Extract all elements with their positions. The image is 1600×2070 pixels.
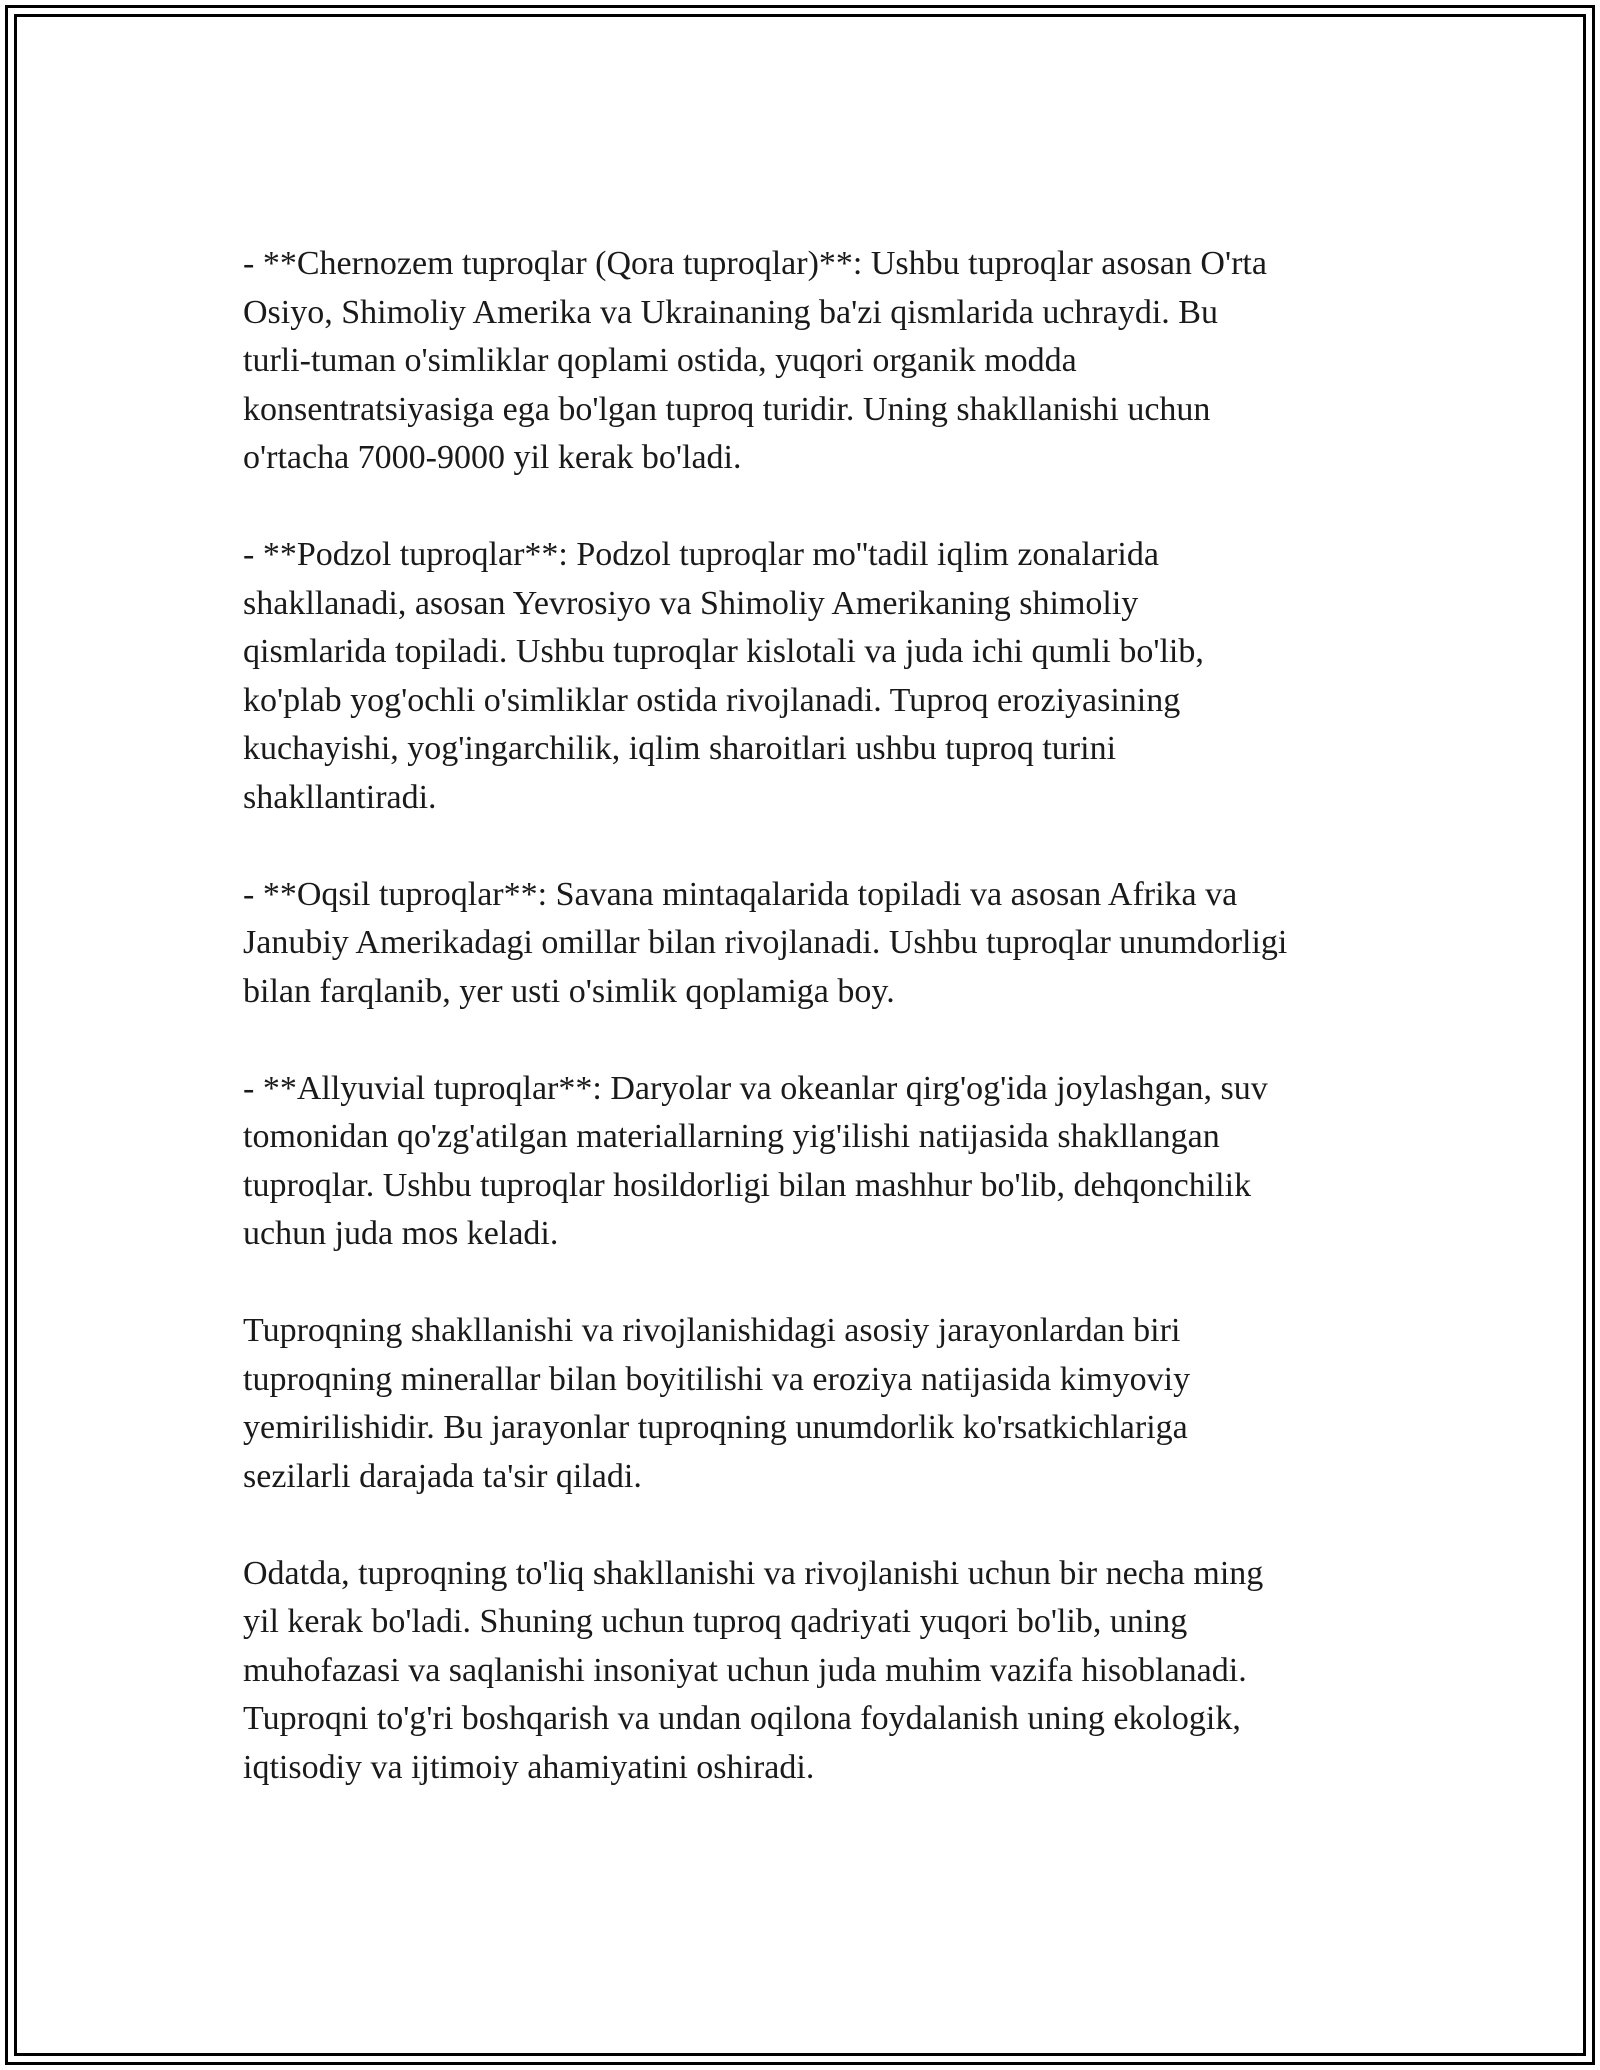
text-line: - **Chernozem tuproqlar (Qora tuproqlar)**: Ushbu tuproqlar asosan O'rta [243, 245, 1267, 282]
text-line: Janubiy Amerikadagi omillar bilan rivojlanadi. Ushbu tuproqlar unumdorligi [243, 924, 1288, 961]
text-line: o'rtacha 7000-9000 yil kerak bo'ladi. [243, 439, 742, 476]
document-body [243, 240, 1398, 1792]
text-line: iqtisodiy va ijtimoiy ahamiyatini oshiradi. [243, 1748, 815, 1786]
text-line: Osiyo, Shimoliy Amerika va Ukrainaning ba'zi qismlarida uchraydi. Bu [243, 293, 1218, 331]
paragraph-podzol [243, 531, 1398, 822]
text-line: kuchayishi, yog'ingarchilik, iqlim sharoitlari ushbu tuproq turini [243, 730, 1117, 767]
text-line: qismlarida topiladi. Ushbu tuproqlar kislotali va juda ichi qumli bo'lib, [243, 633, 1204, 670]
text-line: turli-tuman o'simliklar qoplami ostida, yuqori organik modda [243, 342, 1077, 379]
text-line: yemirilishidir. Bu jarayonlar tuproqning unumdorlik ko'rsatkichlariga [243, 1409, 1188, 1446]
page-frame [5, 5, 1595, 2065]
paragraph-conclusion [243, 1550, 1398, 1793]
text-line: uchun juda mos keladi. [243, 1215, 559, 1252]
paragraph-allyuvial [243, 1065, 1398, 1259]
text-line: - **Oqsil tuproqlar**: Savana mintaqalarida topiladi va asosan Afrika va [243, 875, 1238, 913]
text-line: bilan farqlanib, yer usti o'simlik qoplamiga boy. [243, 972, 895, 1010]
paragraph-chernozem [243, 240, 1398, 483]
text-line: yil kerak bo'ladi. Shuning uchun tuproq qadriyati yuqori bo'lib, uning [243, 1603, 1188, 1640]
text-line: shakllanadi, asosan Yevrosiyo va Shimoliy Amerikaning shimoliy [243, 584, 1139, 622]
text-line: - **Allyuvial tuproqlar**: Daryolar va okeanlar qirg'og'ida joylashgan, suv [243, 1069, 1268, 1107]
text-line: - **Podzol tuproqlar**: Podzol tuproqlar mo''tadil iqlim zonalarida [243, 536, 1159, 573]
text-line: sezilarli darajada ta'sir qiladi. [243, 1457, 642, 1495]
text-line: konsentratsiyasiga ega bo'lgan tuproq turidir. Uning shakllanishi uchun [243, 390, 1211, 428]
text-line: tomonidan qo'zg'atilgan materiallarning yig'ilishi natijasida shakllangan [243, 1118, 1220, 1155]
text-line: ko'plab yog'ochli o'simliklar ostida rivojlanadi. Tuproq eroziyasining [243, 681, 1181, 719]
text-line: tuproqning minerallar bilan boyitilishi va eroziya natijasida kimyoviy [243, 1360, 1191, 1398]
paragraph-processes [243, 1307, 1398, 1501]
text-line: Tuproqni to'g'ri boshqarish va undan oqilona foydalanish uning ekologik, [243, 1700, 1241, 1737]
text-line: Odatda, tuproqning to'liq shakllanishi va rivojlanishi uchun bir necha ming [243, 1554, 1264, 1592]
text-line: shakllantiradi. [243, 778, 437, 816]
text-line: tuproqlar. Ushbu tuproqlar hosildorligi bilan mashhur bo'lib, dehqonchilik [243, 1166, 1252, 1204]
text-line: Tuproqning shakllanishi va rivojlanishidagi asosiy jarayonlardan biri [243, 1312, 1181, 1349]
paragraph-oqsil [243, 871, 1398, 1017]
text-line: muhofazasi va saqlanishi insoniyat uchun juda muhim vazifa hisoblanadi. [243, 1651, 1247, 1689]
